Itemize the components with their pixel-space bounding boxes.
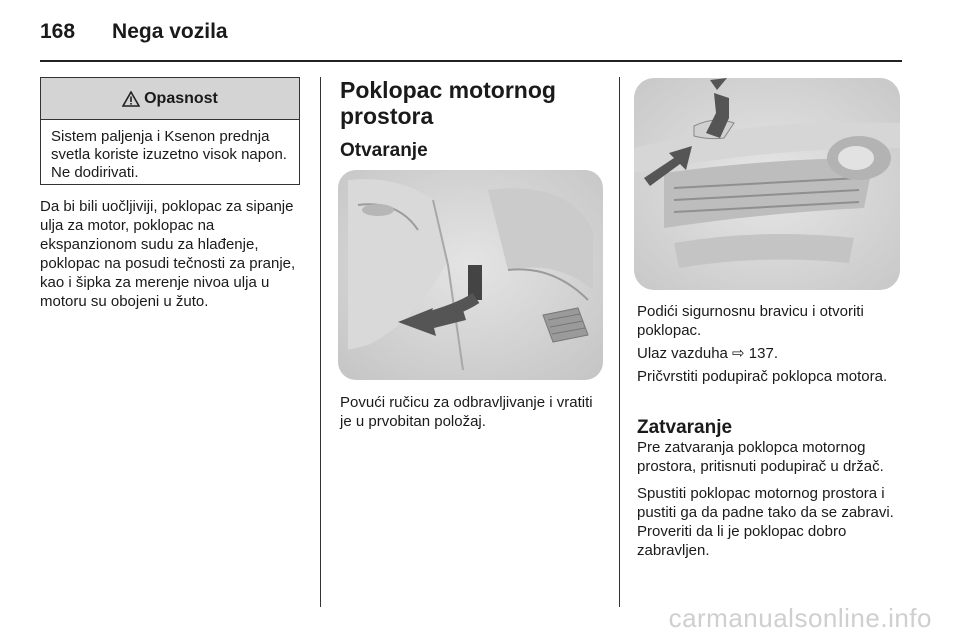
hood-safety-catch-illustration	[634, 78, 900, 290]
watermark: carmanualsonline.info	[668, 603, 932, 633]
header-rule	[40, 60, 902, 62]
release-lever-caption: Povući ručicu za odbravljivanje i vratiti je u prvobitan položaj.	[340, 394, 593, 430]
page-header	[40, 20, 228, 44]
danger-box-text: Sistem paljenja i Ksenon prednja svetla koriste izuzetno visok napon. Ne dodirivati.	[51, 128, 287, 181]
danger-box-header	[41, 78, 299, 120]
section-title: Nega vozila	[112, 20, 228, 43]
air-intake-reference: Ulaz vazduha ⇨ 137.	[637, 345, 778, 362]
danger-box-title: Opasnost	[144, 89, 218, 107]
danger-box	[40, 77, 300, 185]
warning-triangle-icon	[122, 91, 140, 107]
lift-catch-text: Podići sigurnosnu bravicu i otvoriti poklopac.	[637, 303, 864, 339]
color-coding-paragraph: Da bi bili uočljiviji, poklopac za sipanje ulja za motor, poklopac na ekspanzionom sudu za hlađenje, poklopac na posudi tečnosti za pranje, kao i šipka za merenje nivoa ulja u motoru su obojeni u žuto.	[40, 198, 296, 310]
page-number: 168	[40, 20, 76, 43]
column-divider-2	[619, 77, 620, 607]
hood-release-lever-illustration	[338, 170, 603, 380]
closing-heading: Zatvaranje	[637, 417, 733, 438]
hood-section-title: Poklopac motornog prostora	[340, 77, 556, 129]
press-strut-text: Pre zatvaranja poklopca motornog prostora, pritisnuti podupirač u držač.	[637, 439, 884, 475]
column-divider-1	[320, 77, 321, 607]
secure-strut-text: Pričvrstiti podupirač poklopca motora.	[637, 368, 888, 385]
lower-hood-text: Spustiti poklopac motornog prostora i pustiti ga da padne tako da se zabravi. Proveriti da li je poklopac dobro zabravljen.	[637, 485, 894, 559]
opening-heading: Otvaranje	[340, 140, 428, 161]
